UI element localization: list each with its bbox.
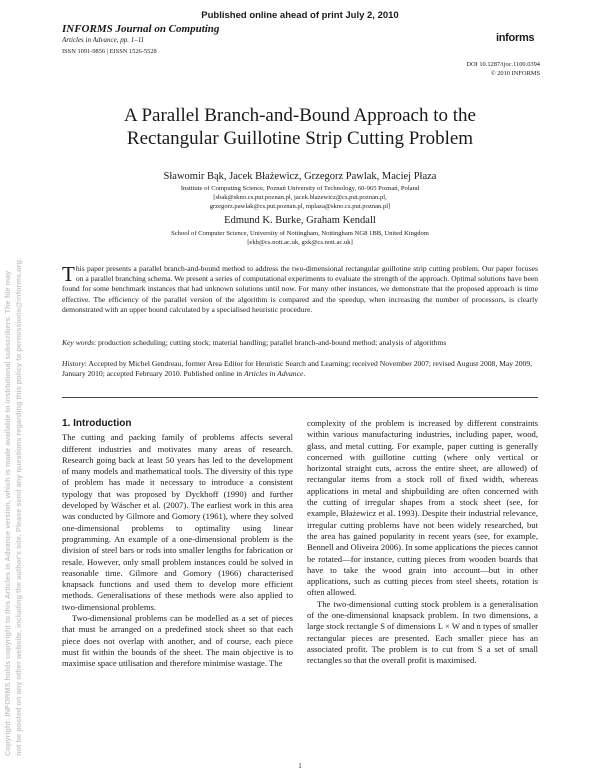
abstract-dropcap: T xyxy=(62,262,75,286)
emails-1b: grzegorz.pawlak@cs.put.poznan.pl, mplaza@skno.cs.put.poznan.pl] xyxy=(209,203,391,210)
logo-text: informs xyxy=(496,32,535,44)
section-heading: 1. Introduction xyxy=(62,418,132,429)
right-paragraph-2: The two-dimensional cutting stock problem is a generalisation of the one-dimensional knapsack problem. In two dimensions, a large stock rectangle S of dimensions L × W and n types of smaller rectangular pieces are presented. Each smaller piece has an associated profit. The problem is to cut from S a set of small rectangles so that the overall profit is maximised. xyxy=(307,598,538,666)
left-paragraph-2: Two-dimensional problems can be modelled as a set of pieces that must be arranged on a predefined stock sheet so that each piece does not overlap with another, and of course, each piece must fit within the bounds of the sheet. The main objective is to maximise space utilisation and therefore minimise wastage. The xyxy=(62,613,293,669)
doi-block xyxy=(466,60,540,78)
journal-advance: Articles in Advance, pp. 1–11 xyxy=(62,36,145,44)
publication-banner: Published online ahead of print July 2, 2010 xyxy=(201,10,399,21)
journal-header xyxy=(62,24,219,57)
paper-title xyxy=(40,104,560,150)
section-divider xyxy=(62,397,538,398)
journal-name: INFORMS Journal on Computing xyxy=(62,23,220,35)
history-text: : Accepted by Michel Gendreau, former Area Editor for Heuristic Search and Learning; received November 2007; revised August 2008, May 2009, January 2010; accepted February 2010. Published online in xyxy=(62,359,533,379)
copyright-notice xyxy=(2,40,24,756)
doi: DOI 10.1287/ijoc.1100.0394 xyxy=(466,61,540,68)
right-column xyxy=(307,418,538,667)
authors-group-1: Sławomir Bąk, Jacek Błażewicz, Grzegorz Pawlak, Maciej Płaza xyxy=(163,171,437,182)
abstract xyxy=(62,264,538,315)
abstract-text: his paper presents a parallel branch-and-bound method to address the two-dimensional rectangular guillotine strip cutting problem. Our paper focuses on a parallel branching schema. We present a series of computational experiments to evaluate the strength of the approach. Optimal solutions have been found for some benchmark instances that had unknown solutions until now. For many other instances, we demonstrate that the proposed approach is time effective. The efficiency of the parallel version of the algorithm is compared and the speedup, when increasing the number of processors, is clearly demonstrated with an upper bound calculated by a specialised heuristic procedure. xyxy=(62,264,538,314)
left-paragraph-1: The cutting and packing family of problems affects several different industries and motivates many areas of research. Research going back at least 50 years has led to the development of many models and mathematical tools. The diversity of this type of problem has made it necessary to introduce a consistent typology that was proposed by Dyckhoff (1990) and further developed by Wäscher et al. (2007). The earliest work in this area was conducted by Gilmore and Gomory (1961), where they solved one-dimensional problems to optimality using linear programming. An example of a one-dimensional problem is the division of steel bars or rods into smaller lengths for fabrication or resale. However, only small problem instances could be solved in reasonable time. Gilmore and Gomory (1966) characterised knapsack functions and used them to develop more efficient methods. Generalisations of these methods were also applied to two-dimensional problems. xyxy=(62,432,293,612)
right-paragraph-1: complexity of the problem is increased by different constraints within various manufacturing industries, including paper, wood, glass, and metal cutting. For example, paper cutting is generally concerned with guillotine cutting (where only vertical or horizontal straight cuts, across the entire sheet, are allowed) of rectangular items from a stock roll of fixed width, whereas applications in metal and shipbuilding are often concerned with the cutting of irregular shapes from a stock sheet (see, for example, Błażewicz et al. 1993). Despite their industrial relevance, irregular cutting problems have not been widely researched, but the area has gained popularity in recent years (see, for example, Bennell and Oliveira 2006). In some applications the pieces cannot be rotated—for instance, cutting pieces from wooden boards that have to take the wood grain into account—but in other applications, such as cutting pieces from steel sheets, rotation is often allowed. xyxy=(307,418,538,598)
keywords-label: Key words xyxy=(62,338,94,347)
title-line-2: Rectangular Guillotine Strip Cutting Problem xyxy=(126,128,474,149)
copyright-line-1: Copyright: INFORMS holds copyright to this Articles in Advance version, which is made available to institutional subscribers. The file may xyxy=(3,270,12,756)
left-column xyxy=(62,418,293,670)
affiliation-group-2 xyxy=(40,229,560,247)
history xyxy=(62,359,538,379)
copyright-sidebar xyxy=(0,40,30,760)
informs-logo xyxy=(496,28,540,42)
page-number: 1 xyxy=(298,762,302,770)
affiliation-1: Institute of Computing Science, Poznań University of Technology, 60-965 Poznań, Poland xyxy=(180,185,420,192)
copyright-year: © 2010 INFORMS xyxy=(490,70,540,77)
affiliation-group-1 xyxy=(40,184,560,211)
title-line-1: A Parallel Branch-and-Bound Approach to the xyxy=(124,105,476,126)
affiliation-2: School of Computer Science, University of Nottingham, Nottingham NG8 1BB, United Kingdom xyxy=(171,230,429,237)
authors-group-2: Edmund K. Burke, Graham Kendall xyxy=(224,215,376,226)
keywords-text: : production scheduling; cutting stock; material handling; parallel branch-and-bound method; analysis of algorithms xyxy=(94,338,447,347)
keywords xyxy=(62,338,538,348)
history-end: . xyxy=(303,369,306,379)
emails-2: [ekb@cs.nott.ac.uk, gxk@cs.nott.ac.uk] xyxy=(247,239,353,246)
journal-issn: ISSN 1091-9856 | EISSN 1526-5528 xyxy=(62,48,157,55)
copyright-line-2: not be posted on any other website, including the author's site. Please send any questions regarding this policy to permissions@informs.org. xyxy=(14,257,23,756)
history-italic: Articles in Advance xyxy=(244,369,304,379)
emails-1a: [sbak@skno.cs.put.poznan.pl, jacek.blazewicz@cs.put.poznan.pl, xyxy=(213,194,387,201)
history-label: History xyxy=(62,359,85,368)
